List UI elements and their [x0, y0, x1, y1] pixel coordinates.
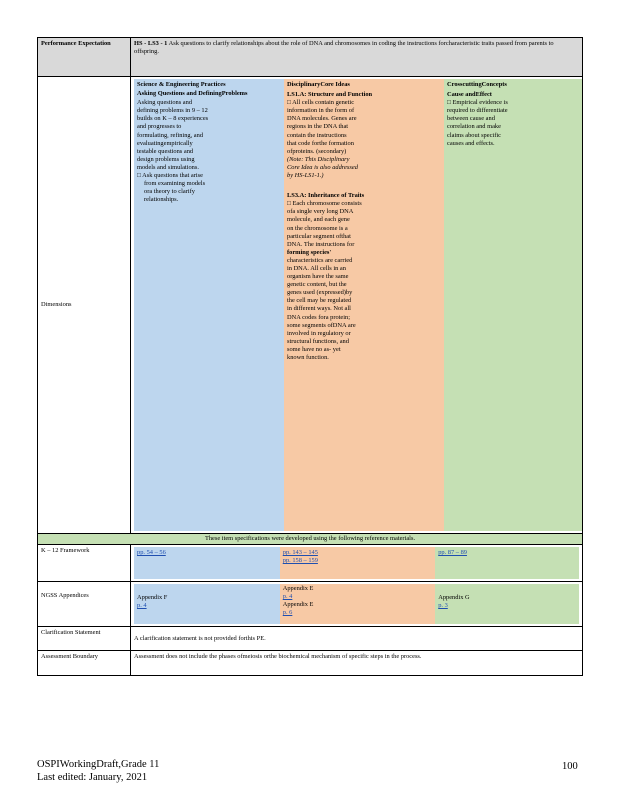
- refs-intro-row: [38, 534, 583, 545]
- dci-column: [284, 79, 444, 531]
- k12-dci-link[interactable]: pp. 143 – 145: [282, 549, 318, 557]
- ngss-ccc-ref: [435, 584, 579, 624]
- dci-line: the cell may be regulated: [287, 297, 352, 305]
- dci-spacer: [287, 180, 441, 190]
- ngss-ccc-link[interactable]: p. 3: [438, 602, 448, 610]
- dci-line: in DNA. All cells in an: [287, 264, 346, 272]
- page-number: 100: [562, 761, 578, 772]
- dci-line: forming species': [287, 248, 332, 256]
- ngss-label: NGSS Appendices: [38, 582, 131, 627]
- dci-line: □ All cells contain genetic: [287, 99, 355, 107]
- dimensions-row: [38, 77, 583, 534]
- sep-line: models and simulations.: [137, 163, 199, 171]
- pe-row: [38, 38, 583, 77]
- dci-line: contain the instructions: [287, 131, 347, 139]
- ngss-cell: [131, 582, 583, 627]
- clarification-label: Clarification Statement: [38, 627, 131, 651]
- dci-line: some have no as- yet: [287, 345, 341, 353]
- sep-line: formulating, refining, and: [137, 131, 204, 139]
- ngss-sep-appendix: Appendix F: [137, 594, 168, 602]
- k12-grid: [134, 547, 579, 579]
- page-footer: [37, 759, 159, 784]
- ccc-line: correlation and make: [447, 123, 501, 131]
- sep-line: design problems using: [137, 155, 195, 163]
- dci-line: involved in regulatory or: [287, 329, 351, 337]
- k12-sep-link[interactable]: pp. 54 – 56: [137, 549, 166, 557]
- ngss-grid: [134, 584, 579, 624]
- pe-text: Ask questions to clarify relationships about the role of DNA and chromosomes in coding the instructions forcharacteristic traits passed from parents to offspring.: [134, 40, 554, 56]
- ccc-column: [444, 79, 583, 531]
- dci-line: molecule, and each gene: [287, 216, 350, 224]
- ccc-line: required to differentiate: [447, 107, 508, 115]
- ccc-line: between cause and: [447, 115, 495, 123]
- dimensions-label: Dimensions: [38, 77, 131, 534]
- boundary-row: [38, 651, 583, 676]
- boundary-label: Assessment Boundary: [38, 651, 131, 676]
- ccc-line: causes and effects.: [447, 139, 495, 147]
- dci-line: DNA. The instructions for: [287, 240, 355, 248]
- dci-line: regions in the DNA that: [287, 123, 349, 131]
- dci-line: information in the form of: [287, 107, 355, 115]
- k12-sep-ref: [134, 547, 280, 579]
- ccc-header: CrosscuttingConcepts: [447, 81, 507, 88]
- dci-line: some segments ofDNA are: [287, 321, 356, 329]
- dci-line: DNA codes fora protein;: [287, 313, 351, 321]
- ngss-dci-appendix: Appendix E: [282, 601, 314, 609]
- boundary-text: Assessment does not include the phases ofmeiosis orthe biochemical mechanism of specific steps in the process.: [131, 651, 583, 676]
- dci-line: structural functions, and: [287, 337, 349, 345]
- sep-bullet-line: relationships.: [144, 196, 179, 204]
- k12-row: [38, 545, 583, 582]
- dci-line: genetic content, but the: [287, 281, 347, 289]
- ngss-dci-ref: [280, 584, 435, 624]
- footer-doc-title: OSPIWorkingDraft,Grade 11: [37, 759, 160, 770]
- dci-subheader-ls3a: LS3.A: Inheritance of Traits: [287, 192, 365, 200]
- sep-bullet-line: ora theory to clarify: [144, 188, 195, 196]
- sep-line: defining problems in 9 – 12: [137, 107, 208, 115]
- dci-note-line: Core Idea is also addressed: [287, 163, 358, 171]
- footer-last-edited: Last edited: January, 2021: [37, 771, 148, 783]
- ngss-ccc-appendix: Appendix G: [438, 594, 470, 602]
- k12-cell: [131, 545, 583, 582]
- dci-note-line: by HS-LS1-1.): [287, 172, 324, 180]
- clarification-text: A clarification statement is not provided forthis PE.: [131, 627, 583, 651]
- refs-intro: These item specifications were developed using the following reference materials.: [38, 534, 583, 545]
- sep-bullet-line: □ Ask questions that arise: [137, 172, 203, 180]
- dci-line: □ Each chromosome consists: [287, 200, 362, 208]
- pe-code: HS - LS3 - 1: [134, 40, 168, 47]
- sep-column: [134, 79, 284, 531]
- sep-line: evaluatingempirically: [137, 139, 193, 147]
- dimensions-grid: [134, 79, 579, 531]
- k12-ccc-ref: [435, 547, 579, 579]
- sep-line: testable questions and: [137, 147, 194, 155]
- sep-line: and progresses to: [137, 123, 182, 131]
- sep-header: Science & Engineering Practices: [137, 81, 226, 88]
- clarification-row: [38, 627, 583, 651]
- dci-line: characteristics are carried: [287, 256, 353, 264]
- dci-line: ofa single very long DNA: [287, 208, 354, 216]
- ngss-sep-ref: [134, 584, 280, 624]
- dci-header: DisciplinaryCore Ideas: [287, 81, 350, 88]
- dci-line: on the chromosome is a: [287, 224, 348, 232]
- dci-line: ofproteins. (secondary): [287, 147, 347, 155]
- ccc-line: claims about specific: [447, 131, 501, 139]
- ngss-dci-link[interactable]: p. 4: [282, 593, 293, 601]
- dci-line: particular segment ofthat: [287, 232, 351, 240]
- k12-label: K – 12 Framework: [38, 545, 131, 582]
- dimensions-cell: [131, 77, 583, 534]
- ngss-row: [38, 582, 583, 627]
- ngss-dci-appendix: Appendix E: [282, 585, 314, 593]
- k12-ccc-link[interactable]: pp. 87 – 89: [438, 549, 467, 557]
- item-spec-table: [37, 37, 583, 676]
- sep-line: Asking questions and: [137, 99, 193, 107]
- k12-dci-link[interactable]: pp. 158 – 159: [282, 557, 318, 565]
- pe-cell: [131, 38, 583, 77]
- dci-line: known function.: [287, 354, 329, 361]
- dci-line: that code forthe formation: [287, 139, 354, 147]
- ccc-subheader: Cause andEffect: [447, 91, 492, 99]
- sep-subheader: Asking Questions and DefiningProblems: [137, 90, 248, 98]
- dci-line: DNA molecules. Genes are: [287, 115, 357, 123]
- dci-note-line: (Note: This Disciplinary: [287, 155, 350, 163]
- dci-line: genes used (expressed)by: [287, 289, 353, 297]
- spec-table-container: [37, 37, 583, 676]
- ngss-dci-link[interactable]: p. 6: [282, 609, 293, 617]
- sep-line: builds on K – 8 experiences: [137, 115, 209, 123]
- dci-line: organism have the same: [287, 273, 349, 281]
- pe-label: Performance Expectation: [38, 38, 131, 77]
- k12-dci-ref: [280, 547, 435, 579]
- ngss-sep-link[interactable]: p. 4: [137, 602, 147, 610]
- dci-subheader-ls1a: LS1.A: Structure and Function: [287, 91, 373, 99]
- sep-bullet-line: from examining models: [144, 180, 206, 188]
- ccc-line: □ Empirical evidence is: [447, 99, 508, 107]
- dci-line: in different ways. Not all: [287, 305, 351, 313]
